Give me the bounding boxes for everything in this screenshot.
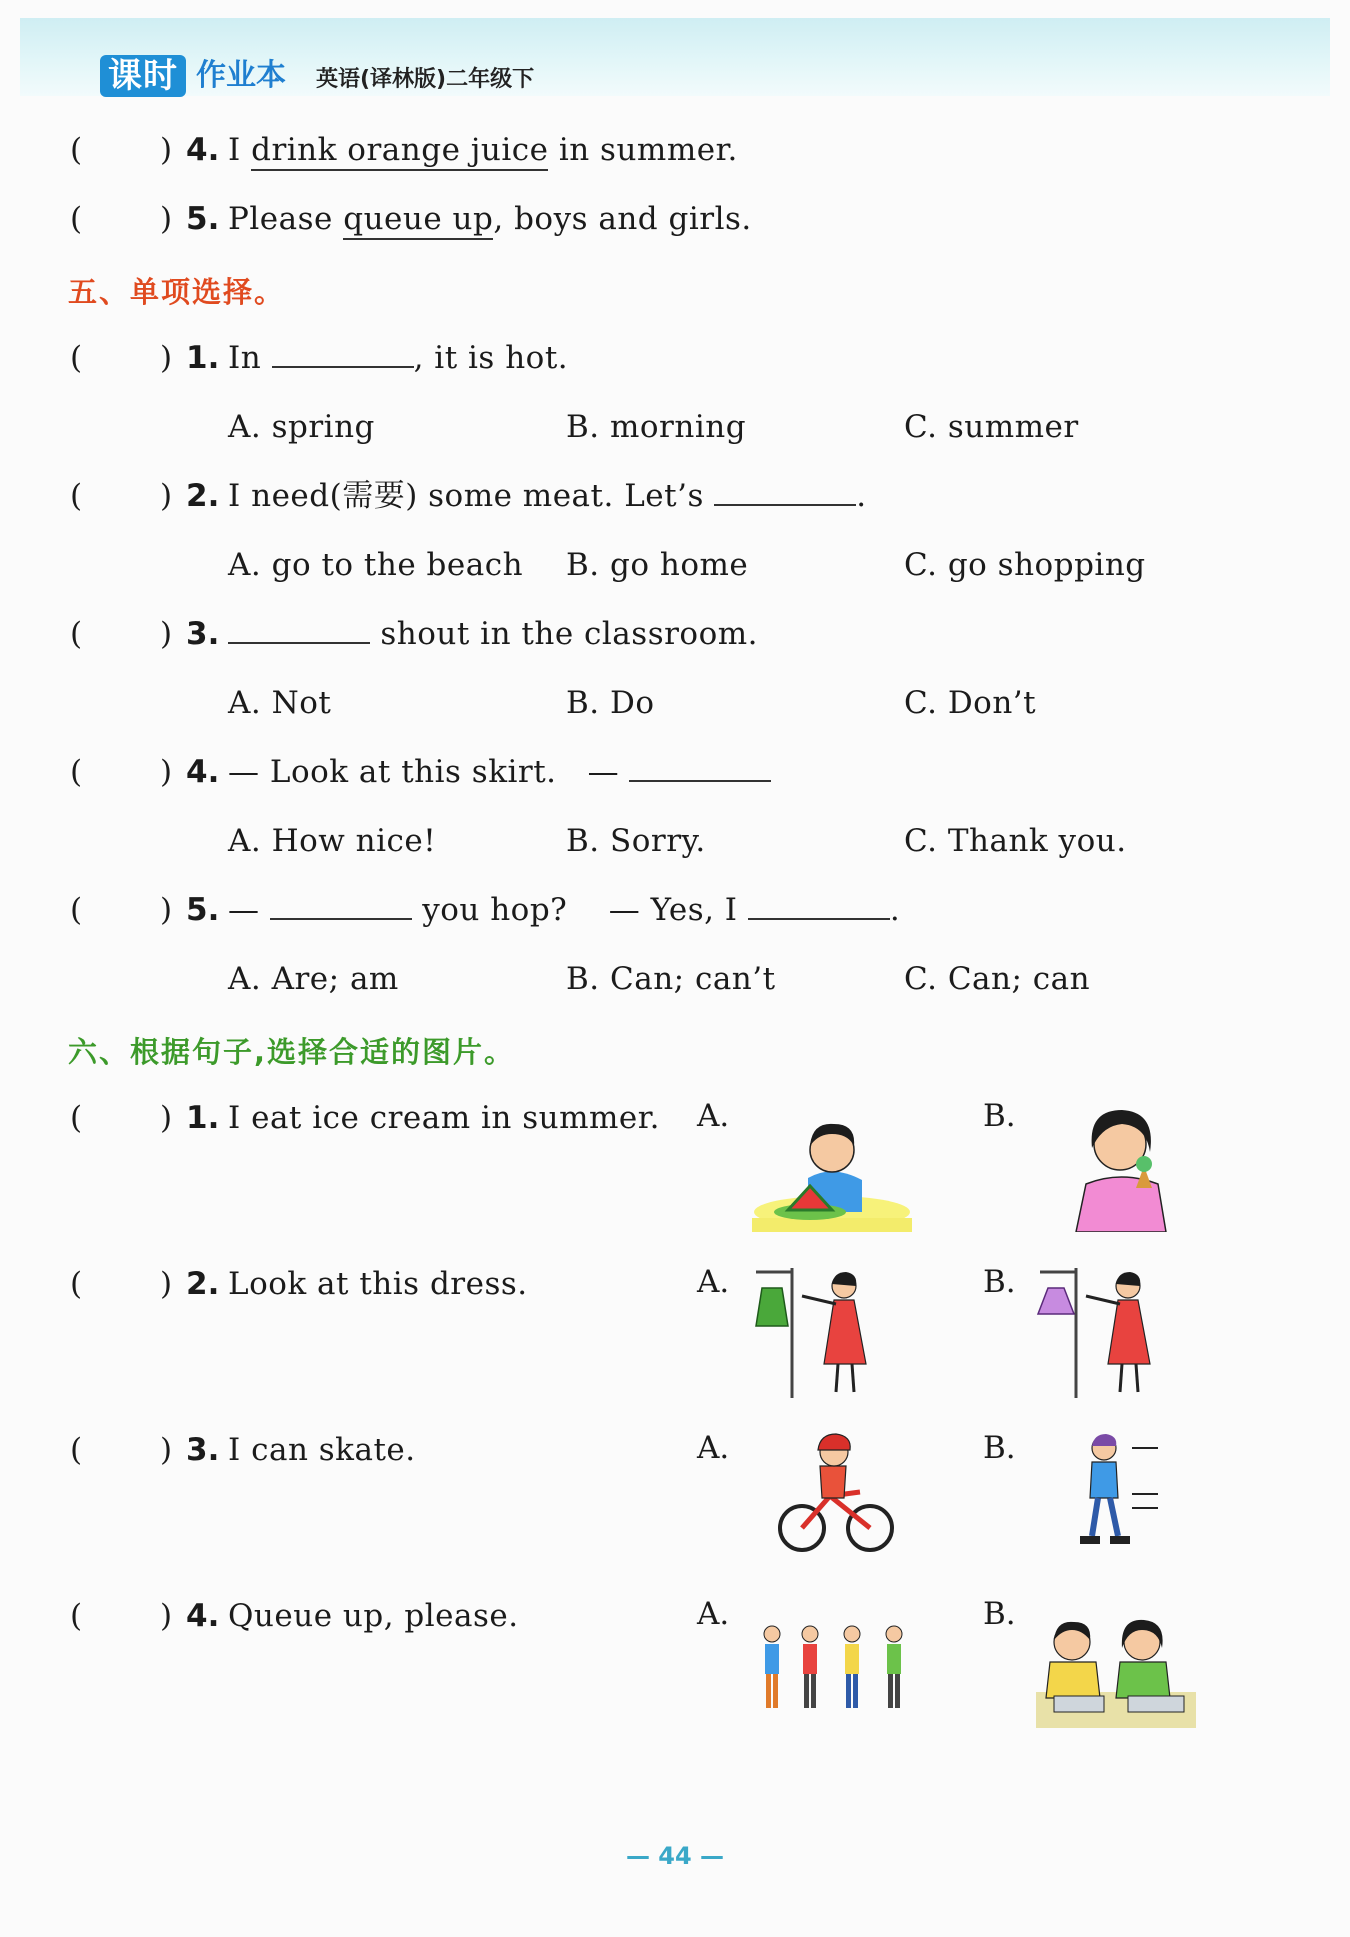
answer-paren-left: (	[70, 340, 83, 376]
child-figure	[844, 1626, 860, 1708]
answer-paren-right: )	[160, 1266, 173, 1302]
answer-paren-left: (	[70, 1266, 83, 1302]
answer-paren-right: )	[160, 1598, 173, 1634]
option-c[interactable]: C. Thank you.	[904, 823, 1127, 859]
option-a[interactable]: A. spring	[228, 409, 375, 445]
book-info: 英语(译林版)二年级下	[316, 67, 535, 92]
answer-paren-right: )	[160, 1432, 173, 1468]
question-text	[228, 890, 900, 930]
girl-pointing-purple-skirt-picture[interactable]	[1036, 1268, 1166, 1398]
answer-blank[interactable]	[272, 338, 414, 368]
question-number: 4.	[186, 132, 220, 168]
answer-blank[interactable]	[629, 752, 771, 782]
boy-roller-skating-picture[interactable]	[1066, 1432, 1170, 1556]
option-a-label: A.	[697, 1264, 730, 1300]
question-number: 5.	[186, 892, 220, 928]
text-after: , boys and girls.	[493, 201, 752, 237]
boy-shirt	[820, 1466, 846, 1498]
option-b[interactable]: B. morning	[566, 409, 747, 445]
answer-paren-right: )	[160, 478, 173, 514]
option-a-label: A.	[697, 1098, 730, 1134]
answer-paren-left: (	[70, 1598, 83, 1634]
option-a[interactable]: A. go to the beach	[228, 547, 524, 583]
answer-paren-left: (	[70, 478, 83, 514]
boy-riding-bike-picture[interactable]	[776, 1432, 896, 1556]
question-text	[228, 752, 771, 792]
question-text	[228, 199, 752, 239]
answer-paren-right: )	[160, 132, 173, 168]
option-a-label: A.	[697, 1430, 730, 1466]
question-text	[228, 476, 867, 516]
girl-leg	[1136, 1364, 1138, 1392]
question-text: Queue up, please.	[228, 1598, 519, 1634]
helmet	[1092, 1434, 1116, 1446]
text-before: I need(需要) some meat. Let’s	[228, 478, 715, 514]
child-figure	[802, 1626, 818, 1708]
brand-mark: 课时	[100, 55, 186, 97]
brand-subtitle: 作业本	[196, 58, 286, 93]
green-dress	[756, 1288, 788, 1326]
page-number: — 44 —	[625, 1842, 725, 1870]
answer-paren-left: (	[70, 132, 83, 168]
section-title-picture-match: 六、根据句子,选择合适的图片。	[68, 1035, 516, 1069]
answer-paren-left: (	[70, 201, 83, 237]
question-number: 3.	[186, 1432, 220, 1468]
child-figure	[764, 1626, 780, 1708]
roller-skate	[1110, 1536, 1130, 1544]
question-number: 3.	[186, 616, 220, 652]
answer-paren-right: )	[160, 201, 173, 237]
girl-pointing-green-dress-picture[interactable]	[752, 1268, 882, 1398]
lunch-tray	[1054, 1696, 1104, 1712]
underlined-phrase: drink orange juice	[251, 132, 548, 171]
text-after: .	[889, 892, 901, 928]
option-b[interactable]: B. go home	[566, 547, 749, 583]
option-c[interactable]: C. Can; can	[904, 961, 1091, 997]
answer-paren-left: (	[70, 1100, 83, 1136]
helmet	[818, 1434, 850, 1450]
children-eating-lunch-picture[interactable]	[1036, 1612, 1196, 1728]
boy-leg	[1092, 1498, 1098, 1536]
purple-skirt	[1038, 1288, 1074, 1314]
text-before: —	[228, 892, 270, 928]
option-b[interactable]: B. Can; can’t	[566, 961, 776, 997]
option-b-label: B.	[983, 1430, 1016, 1466]
answer-paren-right: )	[160, 616, 173, 652]
question-number: 2.	[186, 478, 220, 514]
boy-eating-watermelon-picture[interactable]	[752, 1100, 912, 1232]
boy-shirt	[1090, 1462, 1118, 1498]
option-b[interactable]: B. Sorry.	[566, 823, 706, 859]
question-text	[228, 338, 568, 378]
boy-shirt	[1046, 1662, 1100, 1698]
text-middle: you hop? — Yes, I	[411, 892, 748, 928]
option-c[interactable]: C. summer	[904, 409, 1079, 445]
children-queuing-picture[interactable]	[754, 1622, 914, 1714]
roller-skate	[1080, 1536, 1100, 1544]
question-text	[228, 130, 738, 170]
option-a[interactable]: A. Are; am	[228, 961, 399, 997]
question-number: 1.	[186, 340, 220, 376]
pointing-arm	[802, 1296, 836, 1304]
question-number: 1.	[186, 1100, 220, 1136]
option-b-label: B.	[983, 1264, 1016, 1300]
text-after: , it is hot.	[413, 340, 569, 376]
option-c[interactable]: C. Don’t	[904, 685, 1037, 721]
answer-paren-right: )	[160, 892, 173, 928]
question-text	[228, 614, 758, 654]
underlined-phrase: queue up	[343, 201, 493, 240]
answer-paren-right: )	[160, 754, 173, 790]
text-before: In	[228, 340, 272, 376]
option-b-label: B.	[983, 1596, 1016, 1632]
pointing-arm	[1086, 1296, 1120, 1304]
boy-leg	[1110, 1498, 1118, 1536]
girl-leg	[1120, 1364, 1122, 1392]
table-front	[752, 1218, 912, 1232]
option-a-label: A.	[697, 1596, 730, 1632]
answer-paren-left: (	[70, 1432, 83, 1468]
ice-cream-scoop	[1136, 1156, 1152, 1172]
girl-hair	[832, 1272, 856, 1286]
text-before: I	[228, 132, 252, 168]
answer-paren-left: (	[70, 892, 83, 928]
answer-paren-left: (	[70, 616, 83, 652]
option-c[interactable]: C. go shopping	[904, 547, 1146, 583]
answer-blank[interactable]	[714, 476, 856, 506]
question-number: 4.	[186, 1598, 220, 1634]
girl-dress	[1076, 1177, 1166, 1232]
answer-paren-left: (	[70, 754, 83, 790]
girl-skirt	[1108, 1300, 1150, 1364]
question-number: 2.	[186, 1266, 220, 1302]
question-number: 4.	[186, 754, 220, 790]
text-after: in summer.	[548, 132, 738, 168]
question-text: I eat ice cream in summer.	[228, 1100, 660, 1136]
girl-leg	[836, 1364, 838, 1392]
lunch-tray	[1128, 1696, 1184, 1712]
option-a[interactable]: A. How nice!	[228, 823, 437, 859]
question-text: Look at this dress.	[228, 1266, 528, 1302]
text-before: — Look at this skirt. —	[228, 754, 630, 790]
option-a[interactable]: A. Not	[228, 685, 332, 721]
answer-blank[interactable]	[270, 890, 412, 920]
text-after: .	[856, 478, 867, 514]
brand-logo	[100, 55, 286, 97]
answer-blank[interactable]	[228, 614, 370, 644]
option-b-label: B.	[983, 1098, 1016, 1134]
text-before: Please	[228, 201, 344, 237]
girl-leg	[852, 1364, 854, 1392]
option-b[interactable]: B. Do	[566, 685, 655, 721]
answer-paren-right: )	[160, 340, 173, 376]
answer-paren-right: )	[160, 1100, 173, 1136]
girl-eating-ice-cream-picture[interactable]	[1066, 1096, 1176, 1232]
child-figure	[886, 1626, 902, 1708]
answer-blank[interactable]	[748, 890, 890, 920]
text-after: shout in the classroom.	[370, 616, 758, 652]
girl-shirt	[1116, 1662, 1170, 1698]
question-text: I can skate.	[228, 1432, 416, 1468]
question-number: 5.	[186, 201, 220, 237]
girl-hair	[1116, 1272, 1140, 1286]
section-title-multiple-choice: 五、单项选择。	[68, 275, 286, 309]
girl-skirt	[824, 1300, 866, 1364]
